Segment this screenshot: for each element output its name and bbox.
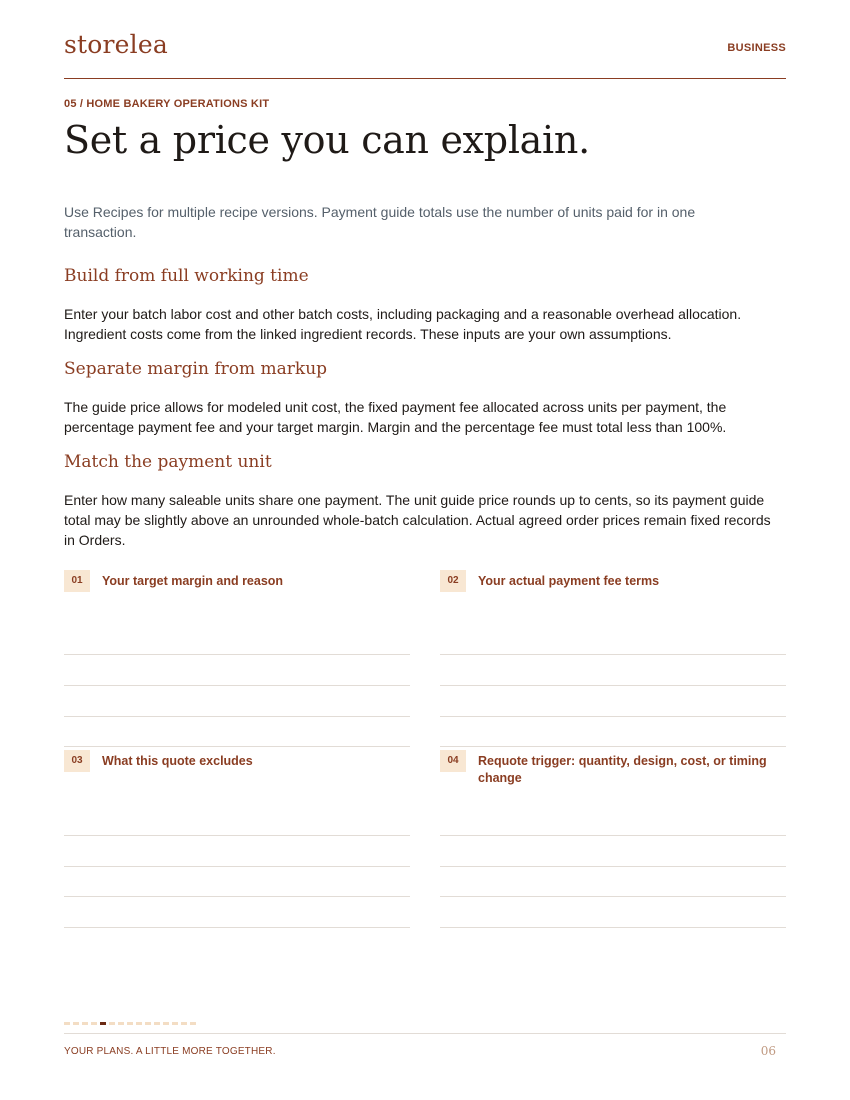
- writing-line[interactable]: [440, 654, 786, 655]
- progress-segment: [64, 1022, 70, 1025]
- section-body-payment-unit: Enter how many saleable units share one payment. The unit guide price rounds up to cents, so its payment guide total may be slightly above an unrounded whole-batch calculation. Actual agreed order prices remain fixed records in Orders.: [64, 492, 771, 548]
- progress-segment: [163, 1022, 169, 1025]
- progress-segment: [154, 1022, 160, 1025]
- footer-divider: [64, 1033, 786, 1034]
- progress-segment: [136, 1022, 142, 1025]
- progress-segment: [190, 1022, 196, 1025]
- brand-logo: storelea: [64, 30, 168, 59]
- section-body-margin: The guide price allows for modeled unit cost, the fixed payment fee allocated across units per payment, the percentage payment fee and your target margin. Margin and the percentage fee must total less than 100%.: [64, 399, 727, 435]
- progress-segment: [145, 1022, 151, 1025]
- writing-line[interactable]: [64, 654, 410, 655]
- worksheet-field-payment-fee-terms[interactable]: [440, 570, 786, 610]
- field-label: What this quote excludes: [102, 754, 253, 768]
- writing-line[interactable]: [64, 746, 410, 747]
- section-heading-working-time: Build from full working time: [64, 266, 309, 286]
- progress-segment: [82, 1022, 88, 1025]
- header-divider: [64, 78, 786, 79]
- page-progress-indicator: [64, 1022, 196, 1025]
- writing-line[interactable]: [64, 866, 410, 867]
- category-label: BUSINESS: [727, 42, 786, 54]
- writing-line[interactable]: [440, 835, 786, 836]
- worksheet-field-quote-excludes[interactable]: [64, 750, 410, 790]
- field-number-badge: 03: [64, 750, 90, 772]
- progress-segment: [172, 1022, 178, 1025]
- field-number-badge: 01: [64, 570, 90, 592]
- intro-text: Use Recipes for multiple recipe versions. Payment guide totals use the number of units paid for in one transaction.: [64, 204, 696, 240]
- writing-line[interactable]: [440, 927, 786, 928]
- writing-line[interactable]: [440, 716, 786, 717]
- page-title: Set a price you can explain.: [64, 118, 590, 162]
- writing-line[interactable]: [64, 716, 410, 717]
- field-number-badge: 04: [440, 750, 466, 772]
- footer-tagline: YOUR PLANS. A LITTLE MORE TOGETHER.: [64, 1046, 276, 1057]
- field-label: Your target margin and reason: [102, 574, 284, 588]
- progress-segment: [181, 1022, 187, 1025]
- writing-line[interactable]: [64, 896, 410, 897]
- progress-segment: [73, 1022, 79, 1025]
- worksheet-field-requote-trigger[interactable]: [440, 750, 786, 790]
- worksheet-page: [64, 0, 786, 1100]
- progress-segment: [109, 1022, 115, 1025]
- writing-line[interactable]: [64, 835, 410, 836]
- section-heading-margin: Separate margin from markup: [64, 359, 328, 379]
- writing-line[interactable]: [64, 927, 410, 928]
- section-eyebrow: 05 / HOME BAKERY OPERATIONS KIT: [64, 98, 270, 110]
- writing-line[interactable]: [440, 896, 786, 897]
- field-number-badge: 02: [440, 570, 466, 592]
- progress-segment: [127, 1022, 133, 1025]
- worksheet-field-target-margin[interactable]: [64, 570, 410, 610]
- writing-line[interactable]: [440, 746, 786, 747]
- field-label: Your actual payment fee terms: [478, 574, 660, 588]
- progress-segment-current: [100, 1022, 106, 1025]
- writing-line[interactable]: [440, 685, 786, 686]
- progress-segment: [91, 1022, 97, 1025]
- page-number: 06: [760, 1044, 776, 1058]
- progress-segment: [118, 1022, 124, 1025]
- section-body-working-time: Enter your batch labor cost and other batch costs, including packaging and a reasonable overhead allocation. Ingredient costs come from the linked ingredient records. These inputs are your own assumptions.: [64, 306, 742, 342]
- writing-line[interactable]: [440, 866, 786, 867]
- field-label: Requote trigger: quantity, design, cost, or timing change: [478, 754, 767, 785]
- section-heading-payment-unit: Match the payment unit: [64, 452, 272, 472]
- writing-line[interactable]: [64, 685, 410, 686]
